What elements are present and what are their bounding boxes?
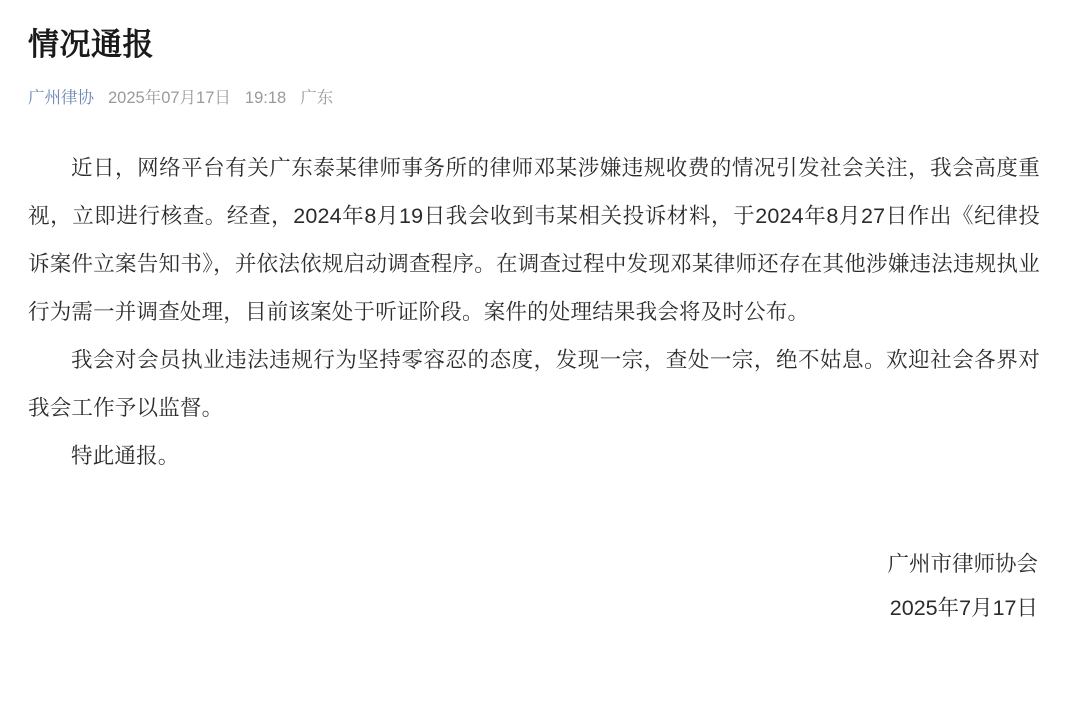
- meta-date: 2025年07月17日: [108, 89, 231, 107]
- article-signature: [28, 542, 1040, 630]
- article-paragraph: 特此通报。: [71, 444, 180, 468]
- meta-source-link[interactable]: 广州律协: [28, 89, 94, 107]
- meta-region: 广东: [300, 89, 334, 107]
- signature-date: 2025年7月17日: [889, 596, 1038, 620]
- article-body: [28, 144, 1040, 480]
- page-title: 情况通报: [28, 27, 154, 62]
- meta-time: 19:18: [244, 89, 287, 107]
- article-paragraph: 我会对会员执业违法违规行为坚持零容忍的态度，发现一宗，查处一宗，绝不姑息。欢迎社会各界对我会工作予以监督。: [28, 348, 1040, 420]
- article-paragraph: 近日，网络平台有关广东泰某律师事务所的律师邓某涉嫌违规收费的情况引发社会关注，我会高度重视，立即进行核查。经查，2024年8月19日我会收到韦某相关投诉材料，于2024年8月27日作出《纪律投诉案件立案告知书》，并依法依规启动调查程序。在调查过程中发现邓某律师还存在其他涉嫌违法违规执业行为需一并调查处理，目前该案处于听证阶段。案件的处理结果我会将及时公布。: [28, 156, 1040, 324]
- article-meta: [28, 86, 1040, 110]
- signature-organization: 广州市律师协会: [887, 552, 1038, 576]
